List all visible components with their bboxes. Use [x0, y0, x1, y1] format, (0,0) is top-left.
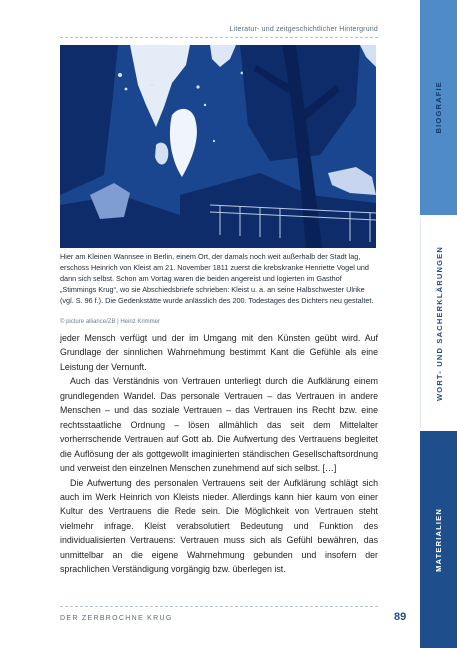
tab-label: WORT- UND SACHERKLÄRUNGEN — [434, 245, 444, 401]
page-number: 89 — [394, 611, 407, 623]
running-header: Literatur- und zeitgeschichtlicher Hintergrund — [229, 26, 378, 33]
tab-wort-und-sacherklaerungen[interactable] — [420, 218, 457, 428]
footer-divider — [60, 606, 378, 607]
tab-biografie[interactable] — [420, 0, 457, 215]
footer-book-title: DER ZERBROCHNE KRUG — [60, 615, 173, 622]
memorial-photo — [60, 45, 376, 248]
tab-label: BIOGRAFIE — [434, 81, 443, 134]
figure-caption: Hier am Kleinen Wannsee in Berlin, einem Ort, der damals noch weit außerhalb der Stadt lag, erschoss Heinrich von Kleist am 21. November 1811 zuerst die krebskranke Henriette Vogel und dann sich selbst. Schon am Vortag waren die beiden angereist und logierten im Gasthof „Stimmings Krug“, wo sie Abschiedsbriefe schrieben: Kleist u. a. an seine Halbschwester Ulrike (vgl. S. 96 f.). Die Gedenkstätte wurde anlässlich des 200. Todestages des Dichters neu gestaltet. — [60, 252, 374, 305]
paragraph: Auch das Verständnis von Vertrauen unterliegt durch die Aufklärung einem grundlegenden Wandel. Das personale Vertrauen – das Vertrauen in andere Menschen – und das soziale Vertrauen – das Vertrauen ins Recht bzw. eine rechtsstaatliche Ordnung – lösen allmählich das seit dem Mittelalter vorherrschende Vertrauen auf Gott ab. Die Aufwertung des Vertrauens begleitet die Auflösung der als gottgewollt imaginierten ständischen Gesellschaftsordnung und verweist den einzelnen Menschen zunehmend auf sich selbst. […] — [60, 376, 378, 474]
tab-label: MATERIALIEN — [434, 507, 443, 572]
paragraph: Die Aufwertung des personalen Vertrauens seit der Aufklärung schlägt sich auch im Werk Heinrich von Kleists nieder. Allerdings kann hier kaum von einer Kultur des Vertrauens die Rede sein. Die Möglichkeit von Vertrauen steht vielmehr infrage. Kleist verabsolutiert Bedeutung und Funktion des individualisierten Vertrauens: Vertrauen muss sich als Gefühl bewähren, das unmittelbar an die eigene Wahrnehmung gebunden und insofern der sprachlichen Verständigung vorgängig bzw. überlegen ist. — [60, 477, 378, 575]
tab-materialien[interactable] — [420, 431, 457, 648]
body-text — [60, 331, 378, 577]
photo-credit: © picture alliance/ZB | Heinz Krimmer — [60, 319, 161, 325]
paragraph: jeder Mensch verfügt und der im Umgang mit den Künsten geübt wird. Auf Grundlage der sinnlichen Wahrnehmung bestimmt Kant die Gefühle als eine Leistung der Vernunft. — [60, 333, 378, 372]
header-divider — [60, 37, 378, 38]
